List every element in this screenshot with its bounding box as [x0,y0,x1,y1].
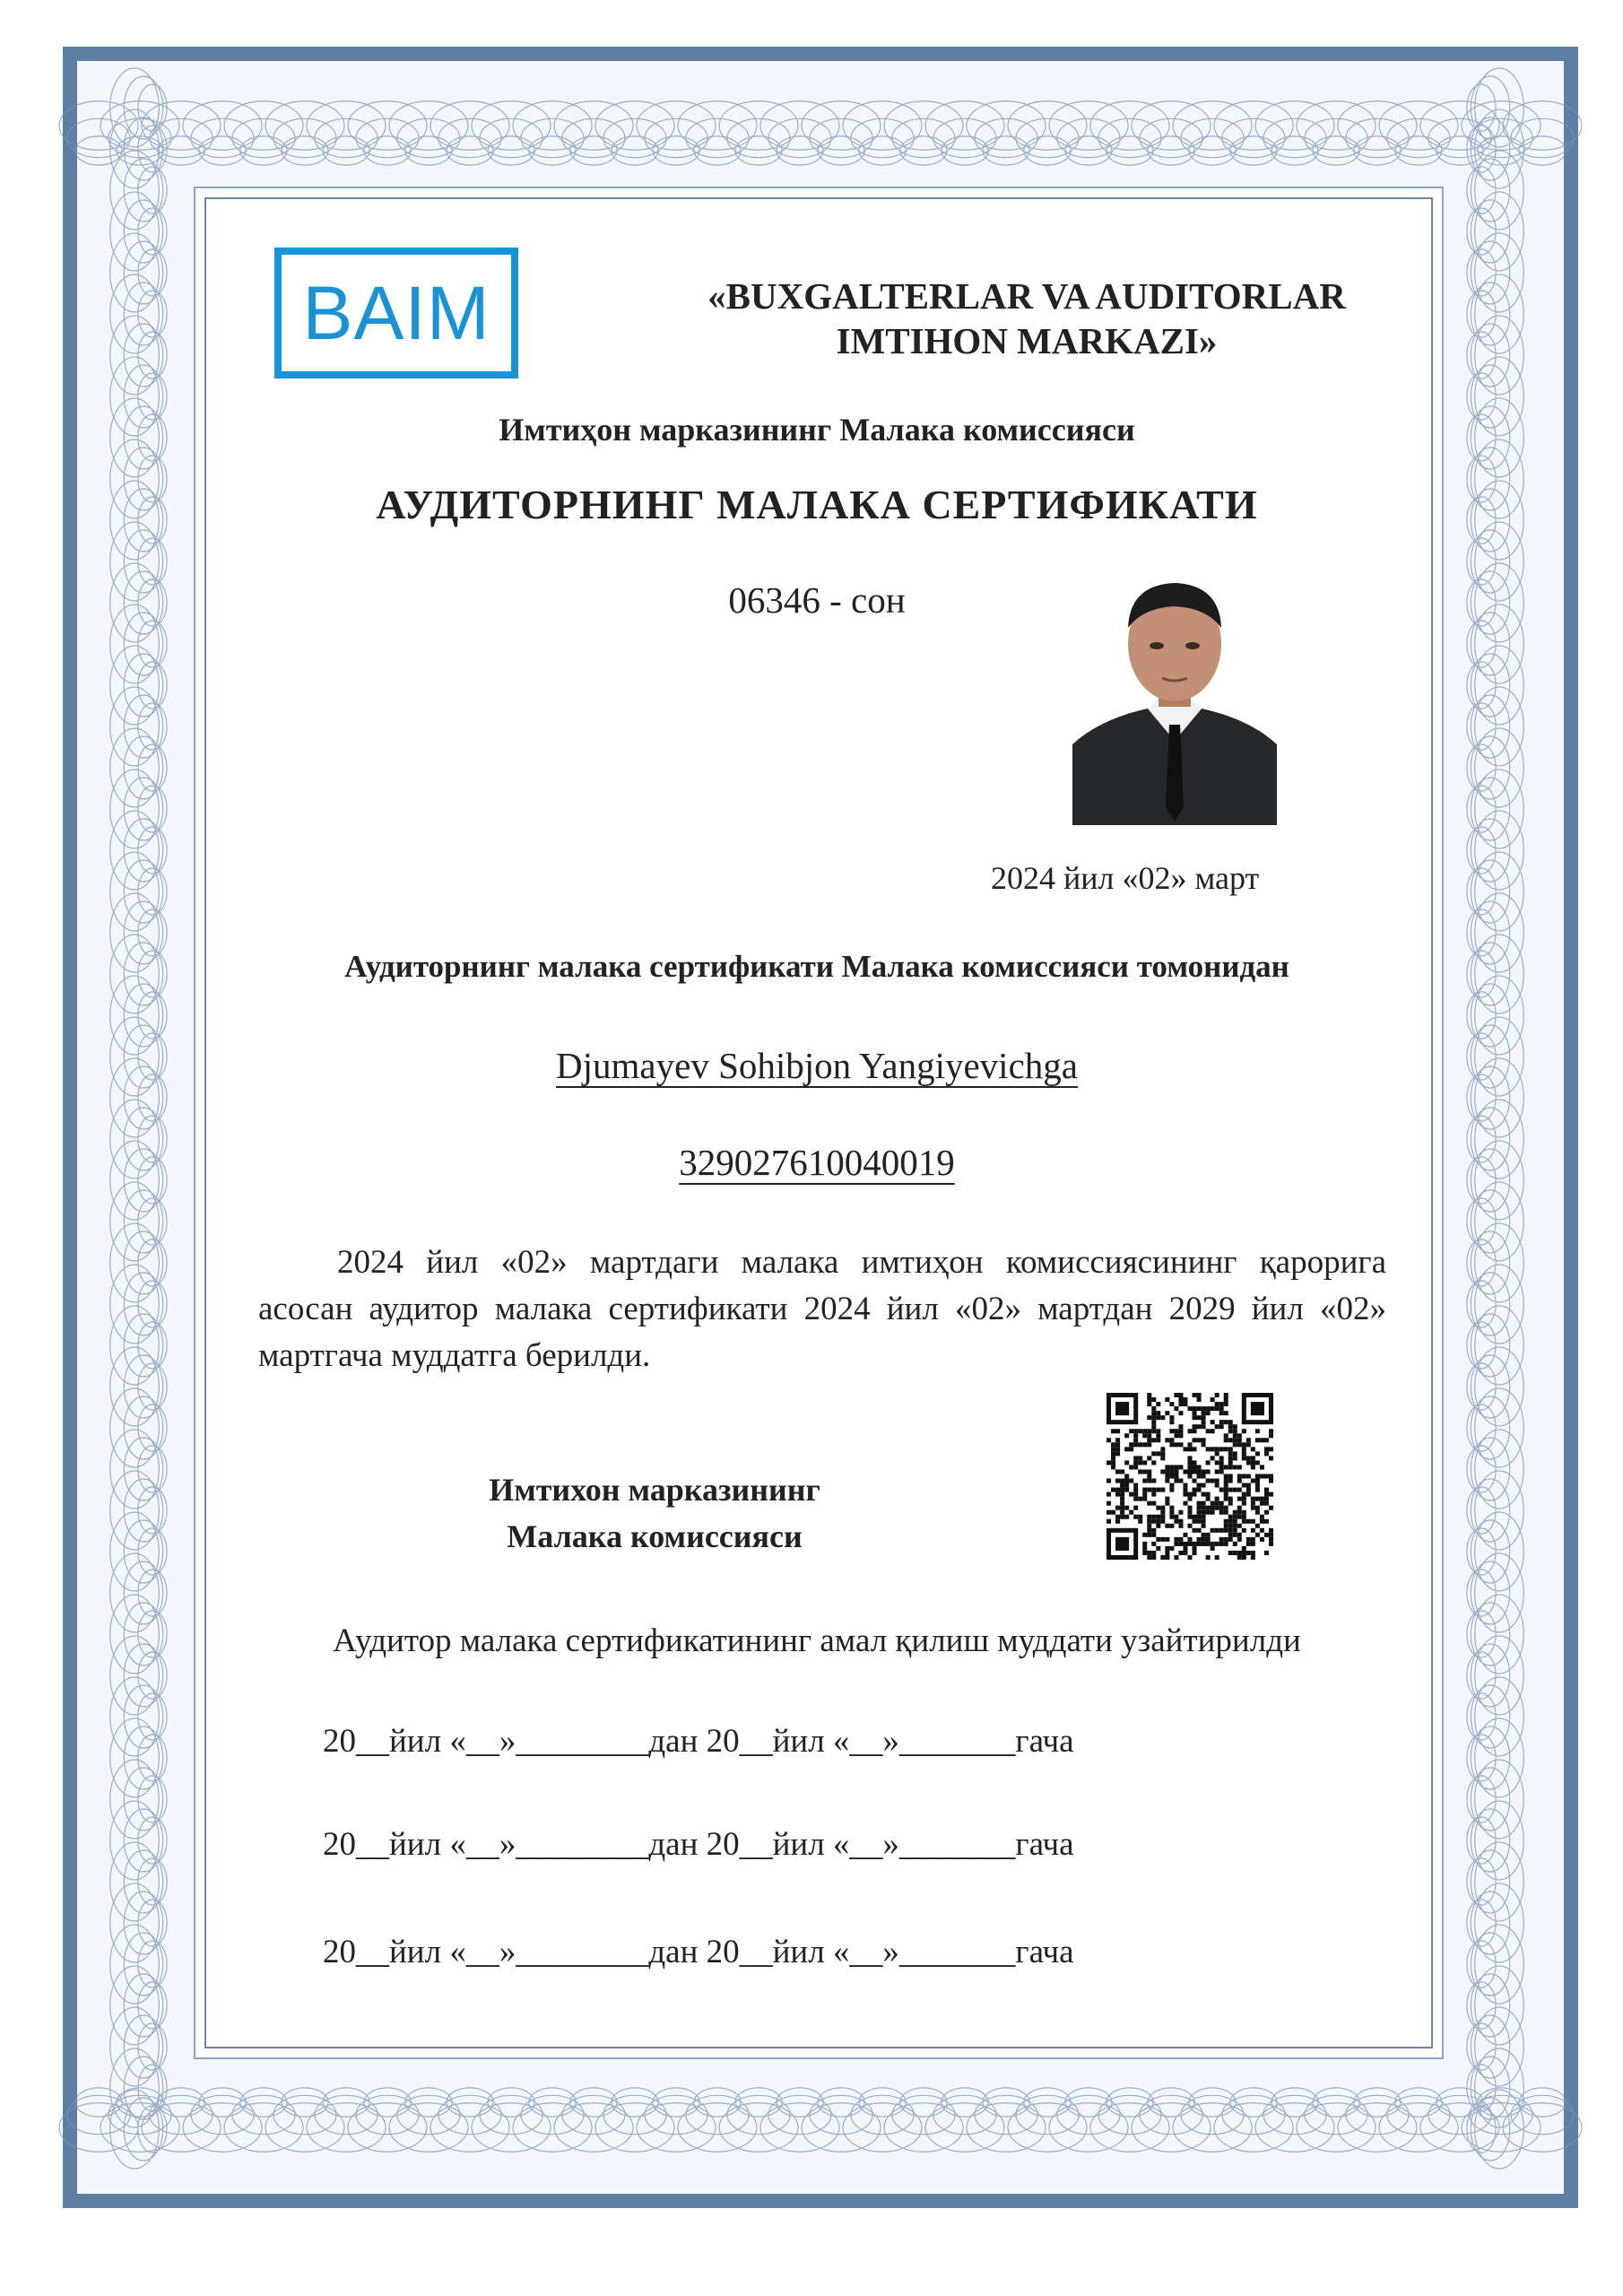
logo-text: BAIM [302,270,490,355]
signature-line2: Малака комиссияси [507,1518,803,1554]
extension-line-2: 20__йил «__»________дан 20__йил «__»_______гача [323,1826,1074,1863]
organization-name [681,274,1372,363]
qr-code[interactable] [1107,1393,1273,1560]
issue-date: 2024 йил «02» март [991,860,1260,896]
organization-line2: IMTIHON MARKAZI» [836,320,1218,361]
holder-id: 329027610040019 [679,1142,955,1183]
certificate-title: АУДИТОРНИНГ МАЛАКА СЕРТИФИКАТИ [376,482,1258,527]
organization-line1: «BUXGALTERLAR VA AUDITORLAR [707,275,1346,317]
certificate-number: 06346 - сон [728,579,906,621]
signature-block [386,1466,924,1560]
issued-by-line: Аудиторнинг малака сертификати Малака комиссияси томонидан [344,949,1289,984]
baim-logo [274,248,518,378]
extension-heading: Аудитор малака сертификатининг амал қилиш муддати узайтирилди [333,1622,1301,1659]
commission-heading: Имтиҳон марказининг Малака комиссияси [499,412,1135,448]
extension-line-1: 20__йил «__»________дан 20__йил «__»_______гача [323,1723,1074,1760]
signature-line1: Имтихон марказининг [489,1472,820,1508]
holder-photo [1072,565,1277,825]
certificate-body [204,197,1433,2048]
holder-name: Djumayev Sohibjon Yangiyevichga [556,1045,1078,1086]
certificate-body-text: 2024 йил «02» мартдаги малака имтиҳон комиссиясининг қарорига асосан аудитор малака сертификати 2024 йил «02» мартдан 2029 йил «02» мартгача муддатга берилди. [258,1244,1386,1374]
extension-line-3: 20__йил «__»________дан 20__йил «__»_______гача [323,1934,1074,1970]
